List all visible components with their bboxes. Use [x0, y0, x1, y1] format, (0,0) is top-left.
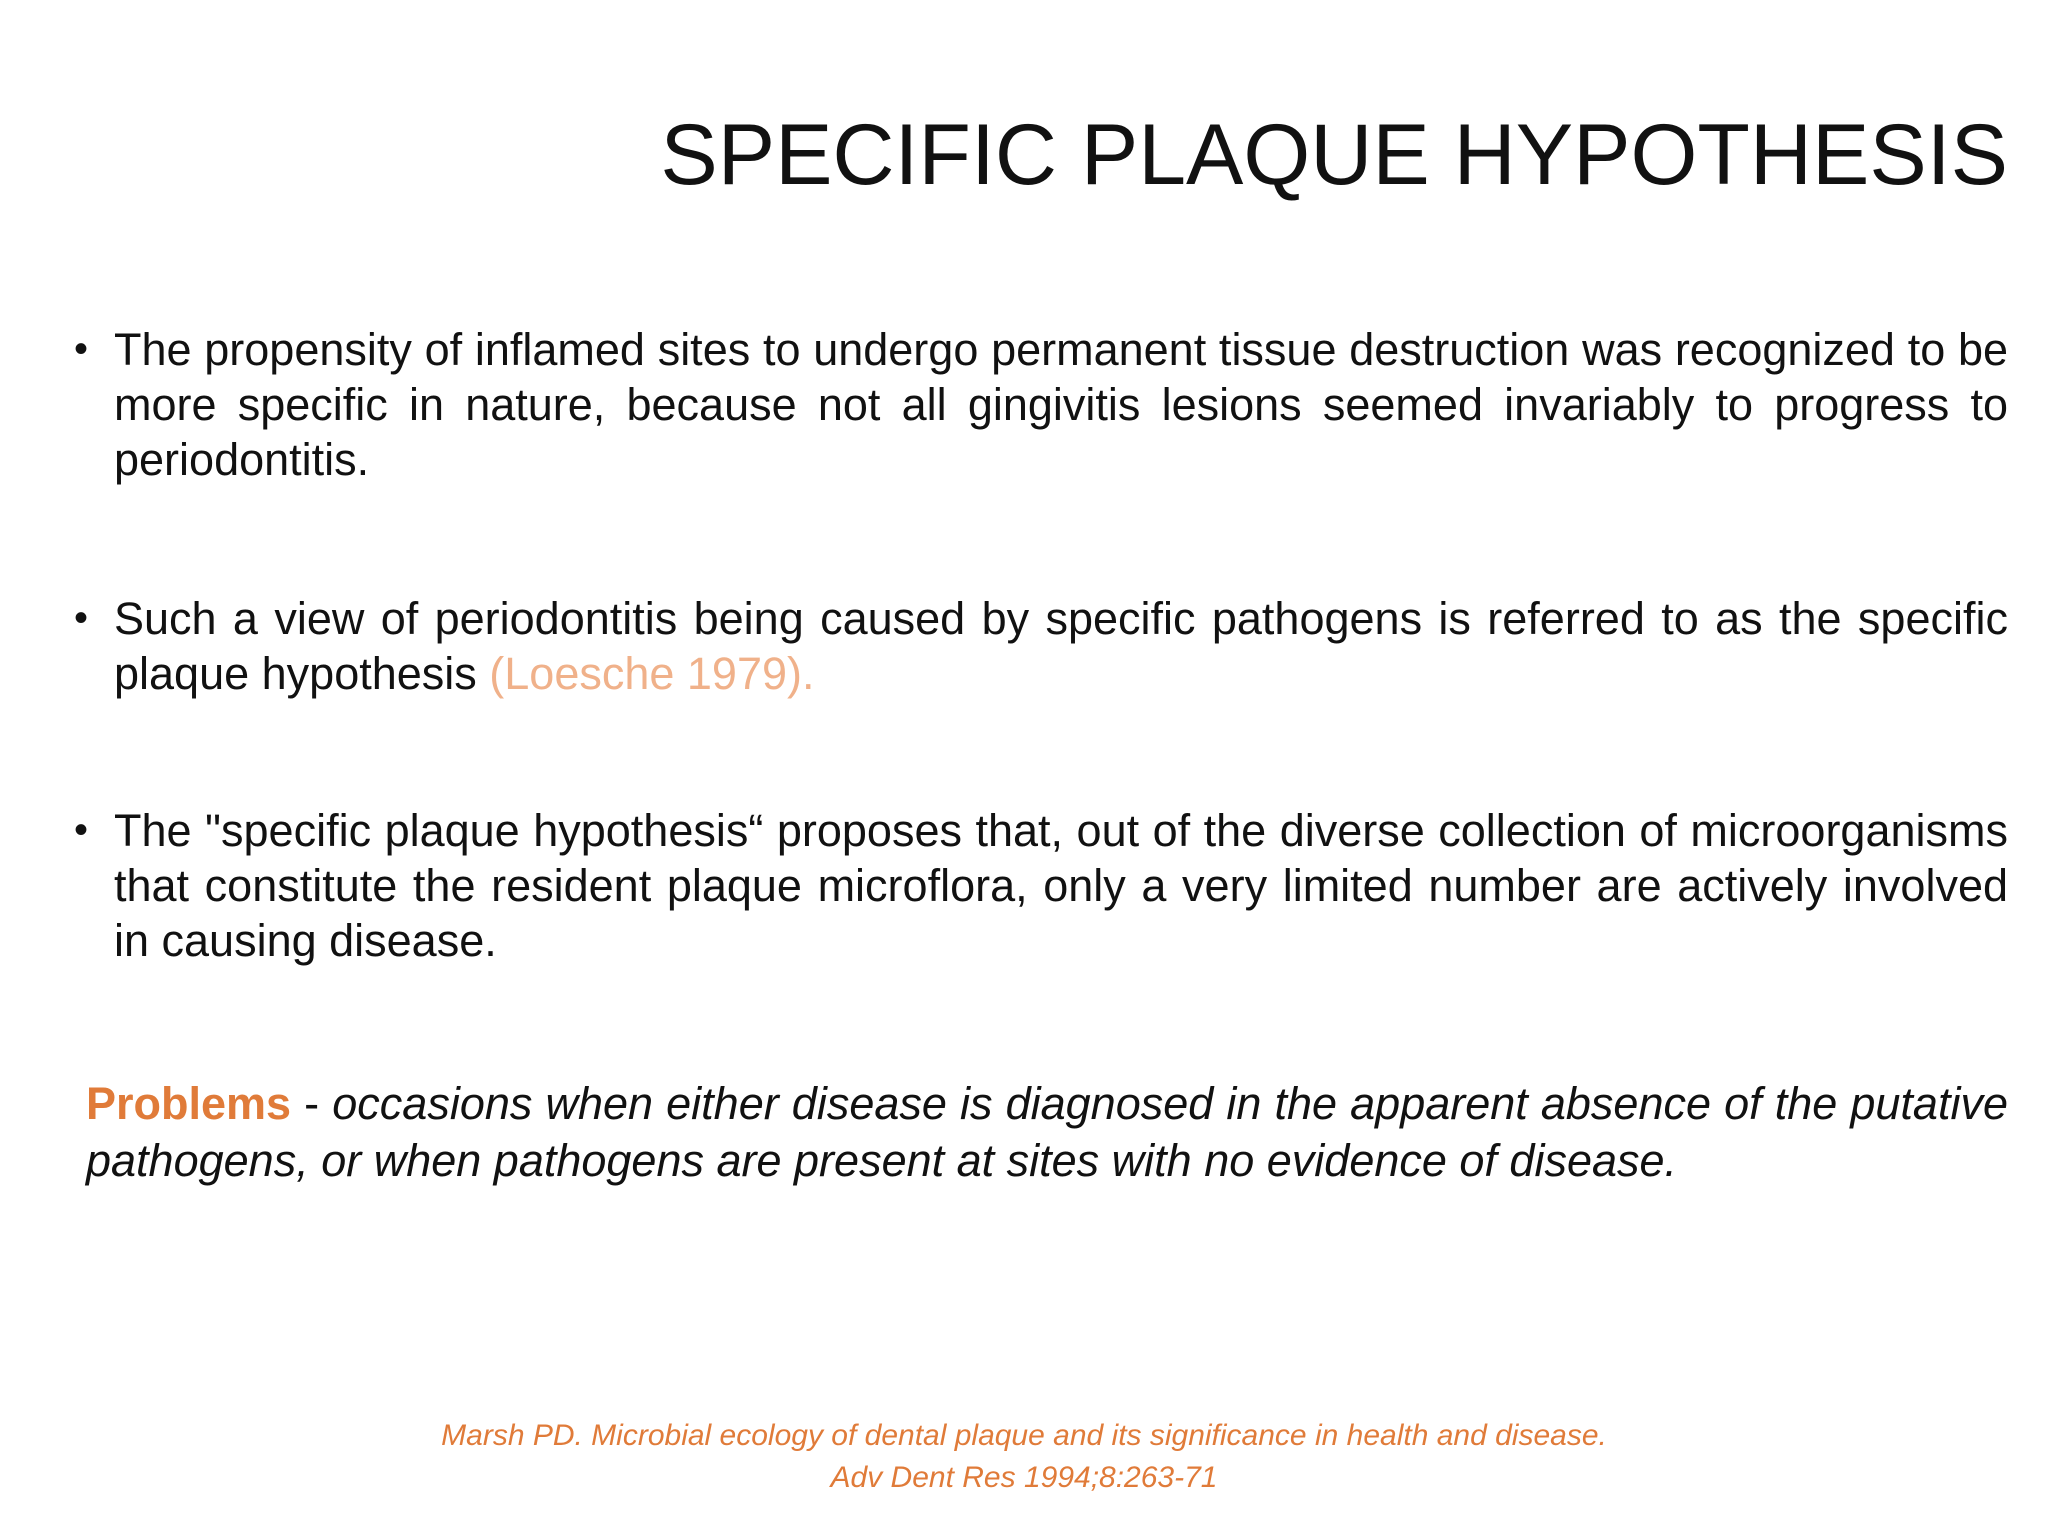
- reference-footer: [0, 1415, 2048, 1499]
- bullet-text: The propensity of inflamed sites to undergo permanent tissue destruction was recognized to be more specific in nature, because not all gingivitis lesions seemed invariably to progress to periodontitis.: [114, 324, 2008, 485]
- bullet-dot-icon: •: [74, 596, 89, 640]
- problems-paragraph: [86, 1075, 2008, 1189]
- reference-line-2: Adv Dent Res 1994;8:263-71: [830, 1461, 1218, 1494]
- problems-separator: -: [291, 1078, 333, 1129]
- inline-citation: (Loesche 1979).: [489, 648, 815, 699]
- bullet-item: [70, 591, 2008, 701]
- bullet-text: The "specific plaque hypothesis“ proposes that, out of the diverse collection of microorganisms that constitute the resident plaque microflora, only a very limited number are actively involved in causing disease.: [114, 805, 2008, 966]
- bullet-item: [70, 322, 2008, 487]
- slide-title: SPECIFIC PLAQUE HYPOTHESIS: [660, 107, 2008, 203]
- problems-label: Problems: [86, 1078, 292, 1129]
- reference-line-1: Marsh PD. Microbial ecology of dental plaque and its significance in health and disease.: [441, 1419, 1607, 1452]
- problems-text: occasions when either disease is diagnosed in the apparent absence of the putative pathogens, or when pathogens are present at sites with no evidence of disease.: [86, 1078, 2008, 1186]
- bullet-list: [70, 322, 2008, 968]
- bullet-dot-icon: •: [74, 808, 89, 852]
- bullet-text: Such a view of periodontitis being caused by specific pathogens is referred to as the specific plaque hypothesis: [114, 593, 2008, 699]
- bullet-dot-icon: •: [74, 327, 89, 371]
- bullet-item: [70, 803, 2008, 968]
